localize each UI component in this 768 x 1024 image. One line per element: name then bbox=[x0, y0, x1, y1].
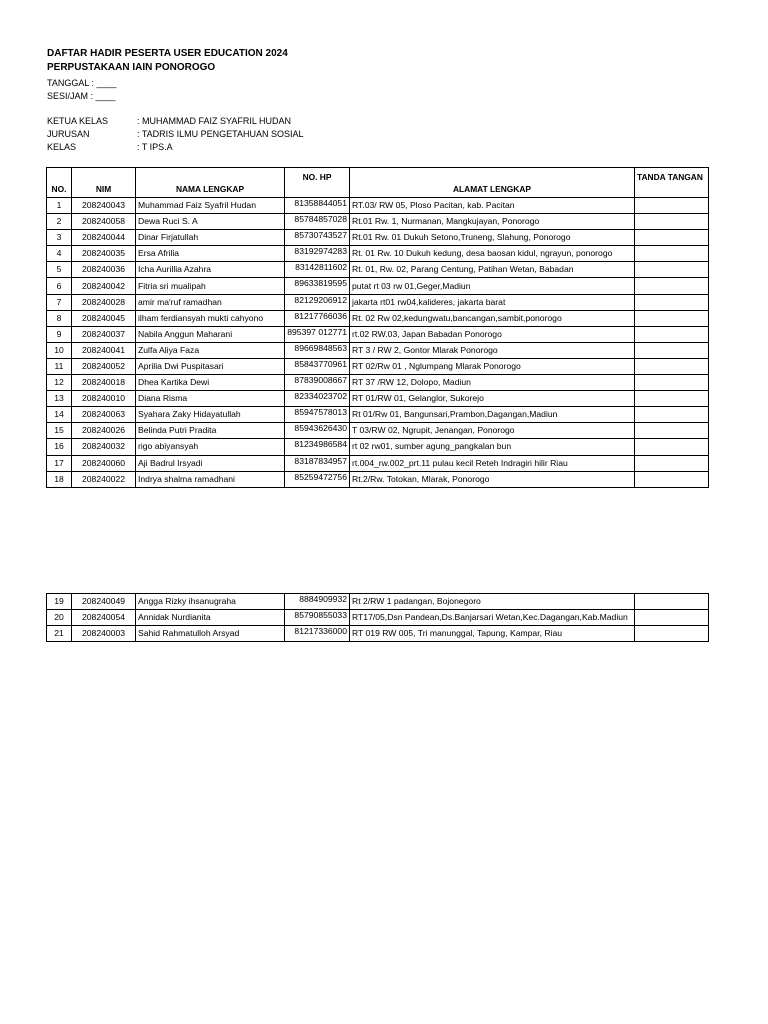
row-number: 9 bbox=[47, 326, 72, 342]
row-alamat: Rt.2/Rw. Totokan, Mlarak, Ponorogo bbox=[350, 471, 635, 487]
row-nim: 208240045 bbox=[72, 310, 136, 326]
kelas-label: KELAS bbox=[47, 142, 77, 152]
row-number: 15 bbox=[47, 423, 72, 439]
row-number: 7 bbox=[47, 294, 72, 310]
table-row bbox=[47, 423, 709, 439]
row-hp: 85943626430 bbox=[285, 423, 350, 439]
row-nama: rigo abiyansyah bbox=[136, 439, 285, 455]
institution-title: PERPUSTAKAAN IAIN PONOROGO bbox=[47, 62, 216, 73]
attendance-table bbox=[46, 167, 709, 488]
row-tanda-tangan bbox=[635, 610, 709, 626]
row-hp: 8884909932 bbox=[285, 594, 350, 610]
row-tanda-tangan bbox=[635, 262, 709, 278]
row-nim: 208240042 bbox=[72, 278, 136, 294]
row-tanda-tangan bbox=[635, 391, 709, 407]
row-alamat: Rt.01 Rw. 1, Nurmanan, Mangkujayan, Ponorogo bbox=[350, 214, 635, 230]
row-alamat: RT 3 / RW 2, Gontor Mlarak Ponorogo bbox=[350, 342, 635, 358]
row-hp: 87839008667 bbox=[285, 375, 350, 391]
row-nama: Nabila Anggun Maharani bbox=[136, 326, 285, 342]
table-row bbox=[47, 230, 709, 246]
row-number: 14 bbox=[47, 407, 72, 423]
row-number: 1 bbox=[47, 198, 72, 214]
table-row bbox=[47, 214, 709, 230]
row-tanda-tangan bbox=[635, 358, 709, 374]
row-nama: Icha Aurillia Azahra bbox=[136, 262, 285, 278]
row-nim: 208240035 bbox=[72, 246, 136, 262]
row-hp: 82129206912 bbox=[285, 294, 350, 310]
row-hp: 81234986584 bbox=[285, 439, 350, 455]
row-nama: Syahara Zaky Hidayatullah bbox=[136, 407, 285, 423]
row-alamat: Rt. 01, Rw. 02, Parang Centung, Patihan Wetan, Babadan bbox=[350, 262, 635, 278]
row-hp: 83142811602 bbox=[285, 262, 350, 278]
row-nim: 208240028 bbox=[72, 294, 136, 310]
table-row bbox=[47, 294, 709, 310]
row-hp: 89633819595 bbox=[285, 278, 350, 294]
row-number: 6 bbox=[47, 278, 72, 294]
table-row bbox=[47, 278, 709, 294]
col-header-nim: NIM bbox=[72, 168, 136, 198]
row-alamat: jakarta rt01 rw04,kalideres, jakarta barat bbox=[350, 294, 635, 310]
row-tanda-tangan bbox=[635, 278, 709, 294]
row-hp: 85947578013 bbox=[285, 407, 350, 423]
col-header-no: NO. bbox=[47, 168, 72, 198]
row-hp: 895397 012771 bbox=[285, 326, 350, 342]
row-tanda-tangan bbox=[635, 455, 709, 471]
table-row bbox=[47, 439, 709, 455]
row-number: 2 bbox=[47, 214, 72, 230]
row-nim: 208240022 bbox=[72, 471, 136, 487]
row-nim: 208240041 bbox=[72, 342, 136, 358]
ketua-kelas-label: KETUA KELAS bbox=[47, 116, 109, 126]
row-tanda-tangan bbox=[635, 471, 709, 487]
row-hp: 85259472756 bbox=[285, 471, 350, 487]
row-tanda-tangan bbox=[635, 375, 709, 391]
table-row bbox=[47, 326, 709, 342]
table-row bbox=[47, 610, 709, 626]
row-tanda-tangan bbox=[635, 439, 709, 455]
col-header-alamat: ALAMAT LENGKAP bbox=[350, 168, 635, 198]
row-number: 5 bbox=[47, 262, 72, 278]
row-nim: 208240036 bbox=[72, 262, 136, 278]
row-nama: ilham ferdiansyah mukti cahyono bbox=[136, 310, 285, 326]
row-nim: 208240054 bbox=[72, 610, 136, 626]
row-nim: 208240063 bbox=[72, 407, 136, 423]
row-hp: 89669848563 bbox=[285, 342, 350, 358]
row-alamat: RT 01/RW 01, Gelanglor, Sukorejo bbox=[350, 391, 635, 407]
jurusan-label: JURUSAN bbox=[47, 129, 90, 139]
jurusan-value: : TADRIS ILMU PENGETAHUAN SOSIAL bbox=[137, 129, 304, 139]
row-number: 10 bbox=[47, 342, 72, 358]
row-nim: 208240003 bbox=[72, 626, 136, 642]
attendance-table-continued-body bbox=[47, 594, 709, 642]
row-nim: 208240052 bbox=[72, 358, 136, 374]
table-row bbox=[47, 471, 709, 487]
row-hp: 81358844051 bbox=[285, 198, 350, 214]
row-alamat: RT 02/Rw 01 , Nglumpang Mlarak Ponorogo bbox=[350, 358, 635, 374]
row-number: 12 bbox=[47, 375, 72, 391]
row-alamat: Rt. 02 Rw 02,kedungwatu,bancangan,sambit,ponorogo bbox=[350, 310, 635, 326]
row-number: 16 bbox=[47, 439, 72, 455]
row-tanda-tangan bbox=[635, 230, 709, 246]
row-nama: Indrya shalma ramadhani bbox=[136, 471, 285, 487]
row-nama: Zulfa Aliya Faza bbox=[136, 342, 285, 358]
row-hp: 83192974283 bbox=[285, 246, 350, 262]
row-tanda-tangan bbox=[635, 198, 709, 214]
row-alamat: putat rt 03 rw 01,Geger,Madiun bbox=[350, 278, 635, 294]
row-number: 4 bbox=[47, 246, 72, 262]
row-alamat: rt 02 rw01, sumber agung_pangkalan bun bbox=[350, 439, 635, 455]
row-nama: Annidak Nurdianita bbox=[136, 610, 285, 626]
row-hp: 85730743527 bbox=[285, 230, 350, 246]
kelas-value: : T IPS.A bbox=[137, 142, 173, 152]
col-header-nama: NAMA LENGKAP bbox=[136, 168, 285, 198]
row-tanda-tangan bbox=[635, 294, 709, 310]
row-nim: 208240049 bbox=[72, 594, 136, 610]
col-header-hp: NO. HP bbox=[285, 168, 350, 198]
table-row bbox=[47, 375, 709, 391]
col-header-tanda-tangan: TANDA TANGAN bbox=[635, 168, 709, 198]
row-nim: 208240060 bbox=[72, 455, 136, 471]
table-row bbox=[47, 198, 709, 214]
row-nama: Aji Badrul Irsyadi bbox=[136, 455, 285, 471]
row-nim: 208240037 bbox=[72, 326, 136, 342]
row-nim: 208240010 bbox=[72, 391, 136, 407]
row-tanda-tangan bbox=[635, 626, 709, 642]
row-alamat: Rt 01/Rw 01, Bangunsari,Prambon,Dagangan,Madiun bbox=[350, 407, 635, 423]
row-nama: Diana Risma bbox=[136, 391, 285, 407]
row-alamat: T 03/RW 02, Ngrupit, Jenangan, Ponorogo bbox=[350, 423, 635, 439]
table-row bbox=[47, 391, 709, 407]
table-row bbox=[47, 626, 709, 642]
row-nama: Angga Rizky ihsanugraha bbox=[136, 594, 285, 610]
row-number: 13 bbox=[47, 391, 72, 407]
row-tanda-tangan bbox=[635, 594, 709, 610]
row-number: 19 bbox=[47, 594, 72, 610]
row-nim: 208240018 bbox=[72, 375, 136, 391]
row-nama: Muhammad Faiz Syafril Hudan bbox=[136, 198, 285, 214]
row-nama: Sahid Rahmatulloh Arsyad bbox=[136, 626, 285, 642]
row-nim: 208240058 bbox=[72, 214, 136, 230]
table-row bbox=[47, 342, 709, 358]
row-number: 21 bbox=[47, 626, 72, 642]
row-nama: Dhea Kartika Dewi bbox=[136, 375, 285, 391]
row-nama: Belinda Putri Pradita bbox=[136, 423, 285, 439]
row-nim: 208240026 bbox=[72, 423, 136, 439]
row-hp: 85843770961 bbox=[285, 358, 350, 374]
row-number: 8 bbox=[47, 310, 72, 326]
row-number: 17 bbox=[47, 455, 72, 471]
row-hp: 83187834957 bbox=[285, 455, 350, 471]
ketua-kelas-value: : MUHAMMAD FAIZ SYAFRIL HUDAN bbox=[137, 116, 292, 126]
attendance-table-body bbox=[47, 198, 709, 488]
table-row bbox=[47, 455, 709, 471]
document-title: DAFTAR HADIR PESERTA USER EDUCATION 2024 bbox=[47, 48, 288, 59]
row-alamat: RT 019 RW 005, Tri manunggal, Tapung, Kampar, Riau bbox=[350, 626, 635, 642]
attendance-table-continued bbox=[46, 593, 709, 642]
row-alamat: Rt.01 Rw. 01 Dukuh Setono,Truneng, Slahung, Ponorogo bbox=[350, 230, 635, 246]
row-number: 11 bbox=[47, 358, 72, 374]
row-tanda-tangan bbox=[635, 214, 709, 230]
table-row bbox=[47, 246, 709, 262]
row-alamat: RT 37 /RW 12, Dolopo, Madiun bbox=[350, 375, 635, 391]
row-tanda-tangan bbox=[635, 407, 709, 423]
row-hp: 82334023702 bbox=[285, 391, 350, 407]
row-nama: amir ma'ruf ramadhan bbox=[136, 294, 285, 310]
table-row bbox=[47, 262, 709, 278]
row-nama: Aprilia Dwi Puspitasari bbox=[136, 358, 285, 374]
sesi-field: SESI/JAM : ____ bbox=[47, 91, 116, 101]
row-nama: Ersa Afrilia bbox=[136, 246, 285, 262]
row-alamat: rt.004_rw.002_prt.11 pulau kecil Reteh Indragiri hilir Riau bbox=[350, 455, 635, 471]
row-tanda-tangan bbox=[635, 246, 709, 262]
row-number: 3 bbox=[47, 230, 72, 246]
row-tanda-tangan bbox=[635, 423, 709, 439]
row-alamat: rt.02 RW.03, Japan Babadan Ponorogo bbox=[350, 326, 635, 342]
row-hp: 85784857028 bbox=[285, 214, 350, 230]
row-nim: 208240043 bbox=[72, 198, 136, 214]
row-nama: Fitria sri mualipah bbox=[136, 278, 285, 294]
row-tanda-tangan bbox=[635, 326, 709, 342]
row-number: 18 bbox=[47, 471, 72, 487]
row-hp: 81217336000 bbox=[285, 626, 350, 642]
row-nama: Dewa Ruci S. A bbox=[136, 214, 285, 230]
table-header-row bbox=[47, 168, 709, 198]
row-nama: Dinar Firjatullah bbox=[136, 230, 285, 246]
row-hp: 81217766036 bbox=[285, 310, 350, 326]
row-alamat: Rt 2/RW 1 padangan, Bojonegoro bbox=[350, 594, 635, 610]
row-alamat: RT17/05,Dsn Pandean,Ds.Banjarsari Wetan,Kec.Dagangan,Kab.Madiun bbox=[350, 610, 635, 626]
row-number: 20 bbox=[47, 610, 72, 626]
row-nim: 208240044 bbox=[72, 230, 136, 246]
table-row bbox=[47, 594, 709, 610]
table-row bbox=[47, 358, 709, 374]
row-alamat: Rt. 01 Rw. 10 Dukuh kedung, desa baosan kidul, ngrayun, ponorogo bbox=[350, 246, 635, 262]
table-row bbox=[47, 407, 709, 423]
table-row bbox=[47, 310, 709, 326]
row-hp: 85790855033 bbox=[285, 610, 350, 626]
row-tanda-tangan bbox=[635, 342, 709, 358]
row-nim: 208240032 bbox=[72, 439, 136, 455]
tanggal-field: TANGGAL : ____ bbox=[47, 78, 117, 88]
row-tanda-tangan bbox=[635, 310, 709, 326]
row-alamat: RT.03/ RW 05, Ploso Pacitan, kab. Pacitan bbox=[350, 198, 635, 214]
